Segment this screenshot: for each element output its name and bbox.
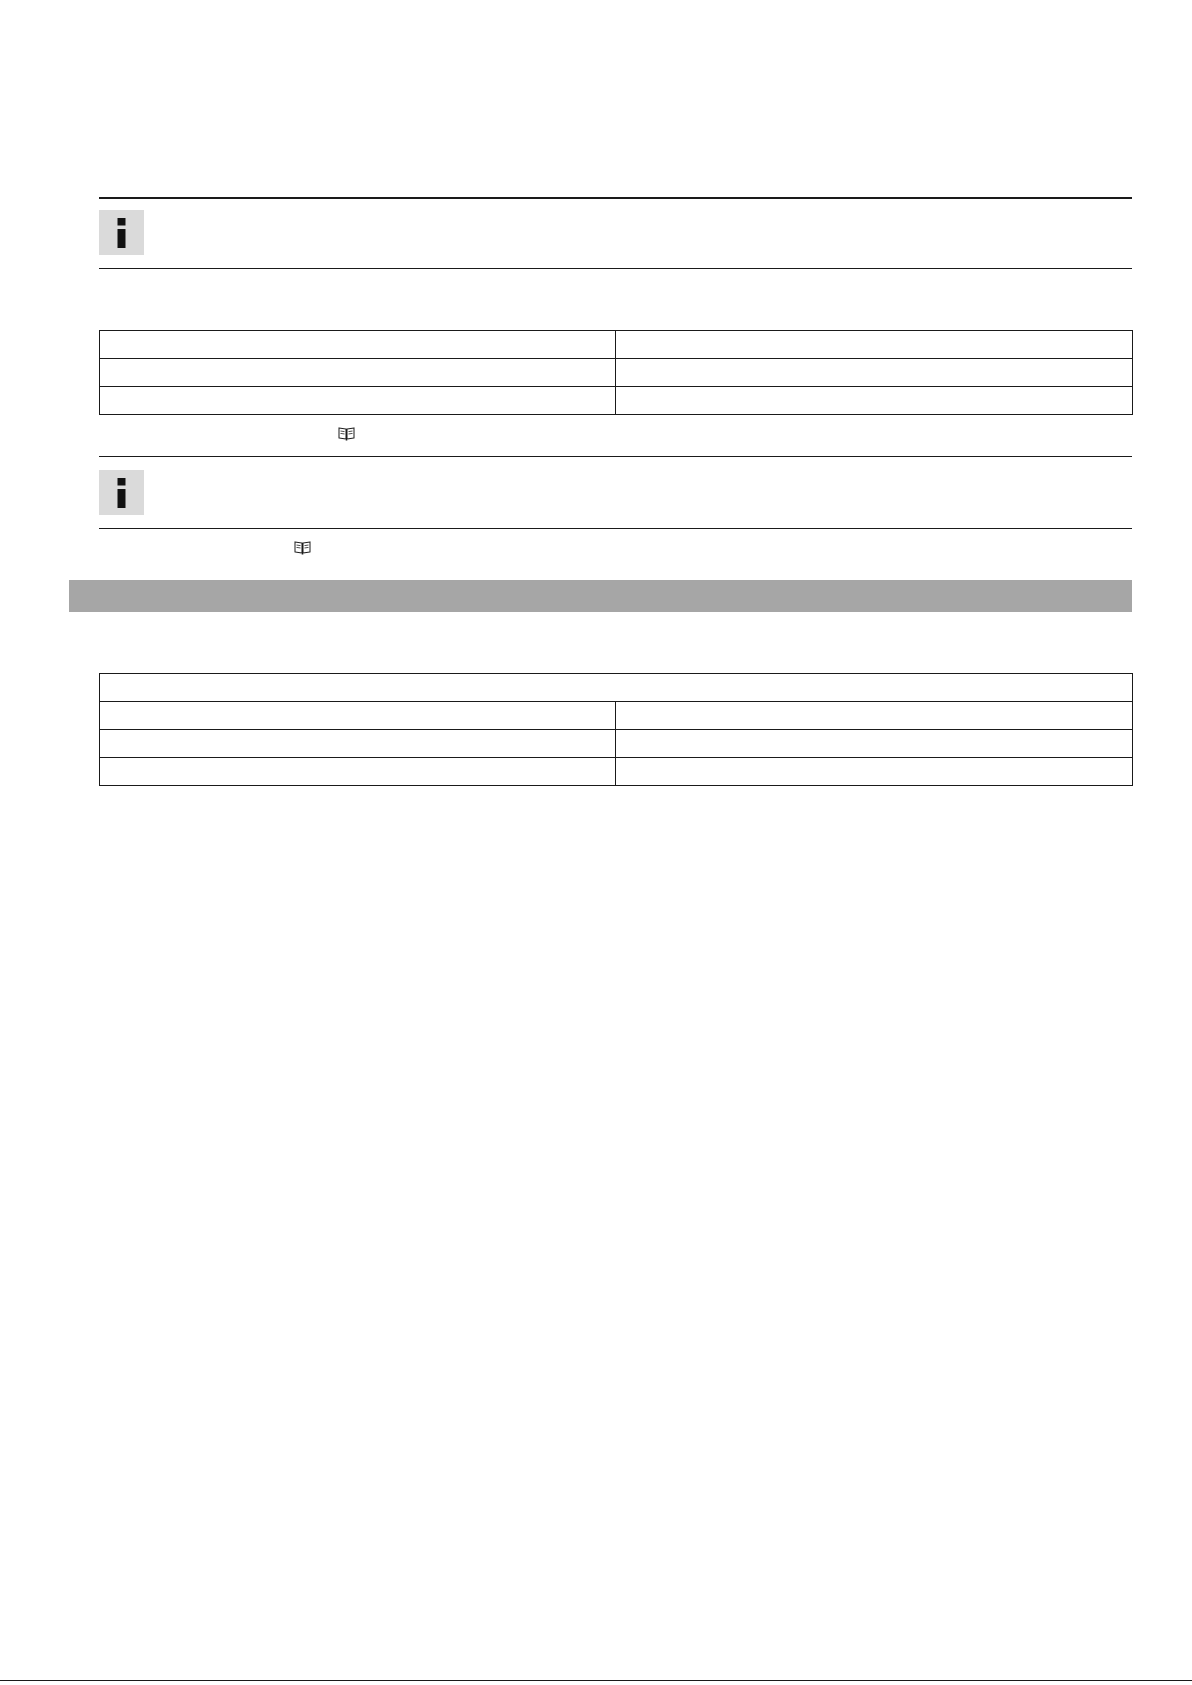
info-icon	[99, 470, 144, 515]
table-cell	[616, 331, 1133, 359]
table-row	[100, 331, 1133, 359]
table-cell	[100, 758, 616, 786]
table-header-row	[100, 674, 1133, 702]
table-cell	[616, 387, 1133, 415]
table-header-cell	[100, 674, 1133, 702]
table-cell	[616, 758, 1133, 786]
note-bottom-rule	[99, 268, 1132, 269]
info-icon	[99, 210, 144, 255]
section-heading-bar	[69, 580, 1132, 612]
table-row	[100, 387, 1133, 415]
table-cell	[100, 730, 616, 758]
table-row	[100, 758, 1133, 786]
note-top-rule	[99, 456, 1132, 457]
book-icon[interactable]	[338, 426, 355, 441]
table-row	[100, 359, 1133, 387]
table-cell	[616, 359, 1133, 387]
table-cell	[616, 730, 1133, 758]
data-table	[99, 673, 1133, 786]
note-top-rule	[99, 197, 1132, 199]
footer-rule	[0, 1680, 1192, 1681]
data-table	[99, 330, 1133, 415]
table-row	[100, 730, 1133, 758]
note-bottom-rule	[99, 528, 1132, 529]
table-cell	[100, 387, 616, 415]
table-cell	[100, 702, 616, 730]
table-row	[100, 702, 1133, 730]
table-cell	[616, 702, 1133, 730]
table-cell	[100, 359, 616, 387]
book-icon[interactable]	[294, 540, 311, 555]
table-cell	[100, 331, 616, 359]
